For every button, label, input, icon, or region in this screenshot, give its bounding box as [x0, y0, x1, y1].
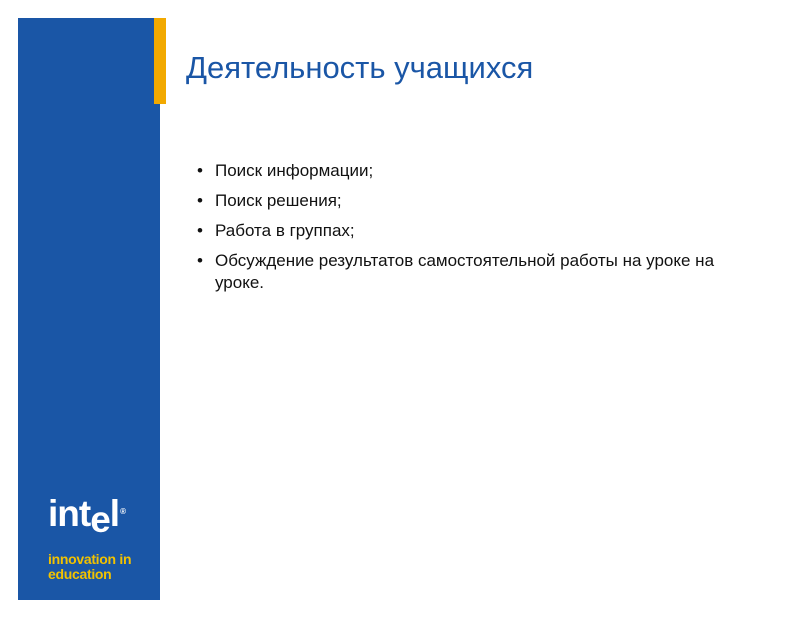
tagline-line: education: [48, 566, 112, 582]
bullet-text: Поиск информации;: [215, 161, 374, 180]
bullet-item: [197, 220, 757, 242]
bullet-text: Поиск решения;: [215, 191, 342, 210]
registered-mark: ®: [120, 507, 125, 516]
bullet-text: Обсуждение результатов самостоятельной работы на уроке на уроке.: [215, 251, 715, 292]
intel-logo: [48, 493, 148, 582]
wordmark-part: int: [48, 493, 91, 534]
wordmark-dropped-e: e: [90, 499, 110, 540]
tagline-line: innovation in: [48, 551, 132, 567]
bullet-mark: •: [197, 221, 203, 240]
slide-title: Деятельность учащихся: [186, 50, 534, 85]
bullet-list: [197, 160, 757, 302]
intel-wordmark: [48, 493, 148, 542]
accent-bar: [154, 18, 166, 104]
bullet-mark: •: [197, 161, 203, 180]
logo-tagline: [48, 552, 148, 582]
bullet-mark: •: [197, 251, 203, 270]
wordmark-part: l: [109, 493, 120, 534]
bullet-item: [197, 250, 757, 294]
bullet-item: [197, 190, 757, 212]
bullet-mark: •: [197, 191, 203, 210]
bullet-text: Работа в группах;: [215, 221, 355, 240]
bullet-item: [197, 160, 757, 182]
